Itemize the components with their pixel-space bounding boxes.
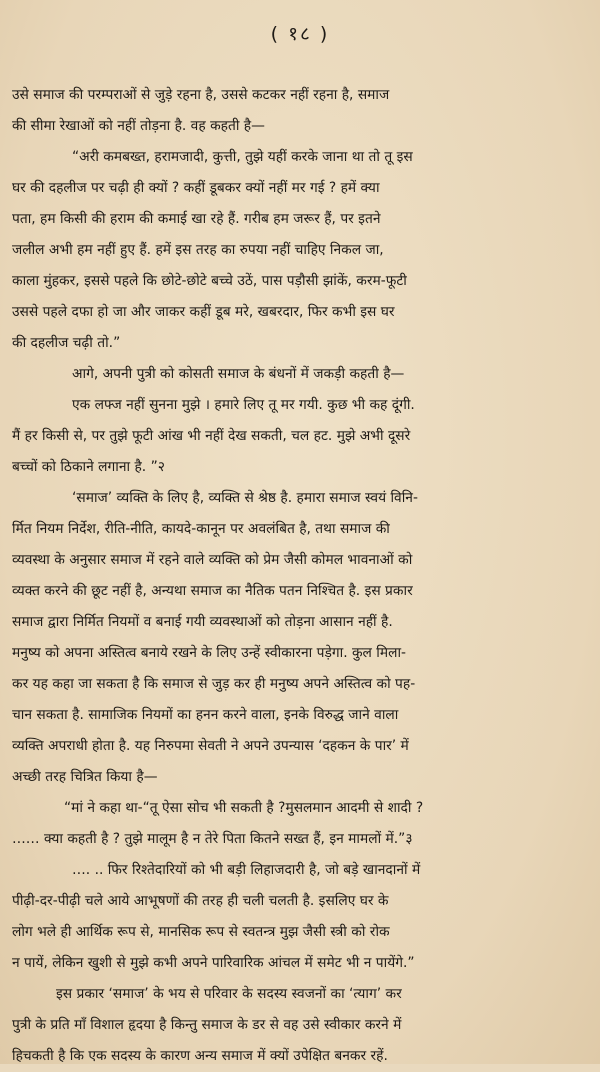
text-line: कर यह कहा जा सकता है कि समाज से जुड़ कर ही मनुष्य अपने अस्तित्व को पह- <box>12 676 416 692</box>
text-line: ‘समाज’ व्यक्ति के लिए है, व्यक्ति से श्रेष्ठ है. हमारा समाज स्वयं विनि- <box>72 490 418 506</box>
text-line: की दहलीज चढ़ी तो.” <box>12 335 121 351</box>
text-line: आगे, अपनी पुत्री को कोसती समाज के बंधनों में जकड़ी कहती है— <box>72 366 405 382</box>
text-line: लोग भले ही आर्थिक रूप से, मानसिक रूप से स्वतन्त्र मुझ जैसी स्त्री को रोक <box>12 924 390 940</box>
text-line: बच्चों को ठिकाने लगाना है. ”२ <box>12 459 165 475</box>
text-line: “अरी कमबख्त, हरामजादी, कुत्ती, तुझे यहीं करके जाना था तो तू इस <box>72 149 413 165</box>
text-line: घर की दहलीज पर चढ़ी ही क्यों ? कहीं डूबकर क्यों नहीं मर गई ? हमें क्या <box>12 180 380 196</box>
text-line: …. .. फिर रिश्तेदारियों को भी बड़ी लिहाजदारी है, जो बड़े खानदानों में <box>72 862 421 878</box>
text-line: व्यक्ति अपराधी होता है. यह निरुपमा सेवती ने अपने उपन्यास ‘दहकन के पार’ में <box>12 738 409 754</box>
text-line: जलील अभी हम नहीं हुए हैं. हमें इस तरह का रुपया नहीं चाहिए निकल जा, <box>12 242 384 258</box>
text-line: समाज द्वारा निर्मित नियमों व बनाई गयी व्यवस्थाओं को तोड़ना आसान नहीं है. <box>12 614 393 630</box>
text-line: चान सकता है. सामाजिक नियमों का हनन करने वाला, इनके विरुद्ध जाने वाला <box>12 707 399 723</box>
text-line: “मां ने कहा था-“तू ऐसा सोच भी सकती है ?मुसलमान आदमी से शादी ? <box>64 800 424 816</box>
text-line: र्मित नियम निर्देश, रीति-नीति, कायदे-कानून पर अवलंबित है, तथा समाज की <box>12 521 390 537</box>
body-text <box>12 80 586 1072</box>
text-line: एक लफ्ज नहीं सुनना मुझे । हमारे लिए तू मर गयी. कुछ भी कह दूंगी. <box>72 397 415 413</box>
text-line: की सीमा रेखाओं को नहीं तोड़ना है. वह कहती है— <box>12 118 265 134</box>
text-line: मनुष्य को अपना अस्तित्व बनाये रखने के लिए उन्हें स्वीकारना पड़ेगा. कुल मिला- <box>12 645 407 661</box>
text-line: अच्छी तरह चित्रित किया है— <box>12 769 158 785</box>
text-line: पता, हम किसी की हराम की कमाई खा रहे हैं. गरीब हम जरूर हैं, पर इतने <box>12 211 381 227</box>
text-line: उससे पहले दफा हो जा और जाकर कहीं डूब मरे, खबरदार, फिर कभी इस घर <box>12 304 395 320</box>
text-line: काला मुंहकर, इससे पहले कि छोटे-छोटे बच्चे उठें, पास पड़ौसी झांकें, करम-फूटी <box>12 273 407 289</box>
text-line: …… क्या कहती है ? तुझे मालूम है न तेरे पिता कितने सख्त हैं, इन मामलों में.”३ <box>12 831 413 847</box>
text-line: मैं हर किसी से, पर तुझे फूटी आंख भी नहीं देख सकती, चल हट. मुझे अभी दूसरे <box>12 428 411 444</box>
text-line: पुत्री के प्रति माँ विशाल हृदया है किन्तु समाज के डर से वह उसे स्वीकार करने में <box>12 1017 402 1033</box>
text-line: न पायें, लेकिन खुशी से मुझे कभी अपने पारिवारिक आंचल में समेट भी न पायेंगे.” <box>12 955 415 971</box>
text-line: पीढ़ी-दर-पीढ़ी चले आये आभूषणों की तरह ही चली चलती है. इसलिए घर के <box>12 893 389 909</box>
text-line: व्यक्त करने की छूट नहीं है, अन्यथा समाज का नैतिक पतन निश्चित है. इस प्रकार <box>12 583 413 599</box>
text-line: इस प्रकार ‘समाज’ के भय से परिवार के सदस्य स्वजनों का ‘त्याग’ कर <box>56 986 402 1002</box>
page-number: ( १८ ) <box>270 23 330 45</box>
text-line: व्यवस्था के अनुसार समाज में रहने वाले व्यक्ति को प्रेम जैसी कोमल भावनाओं को <box>12 552 413 568</box>
text-line: उसे समाज की परम्पराओं से जुड़े रहना है, उससे कटकर नहीं रहना है, समाज <box>12 87 390 103</box>
text-line: हिचकती है कि एक सदस्य के कारण अन्य समाज में क्यों उपेक्षित बनकर रहें. <box>12 1048 388 1064</box>
